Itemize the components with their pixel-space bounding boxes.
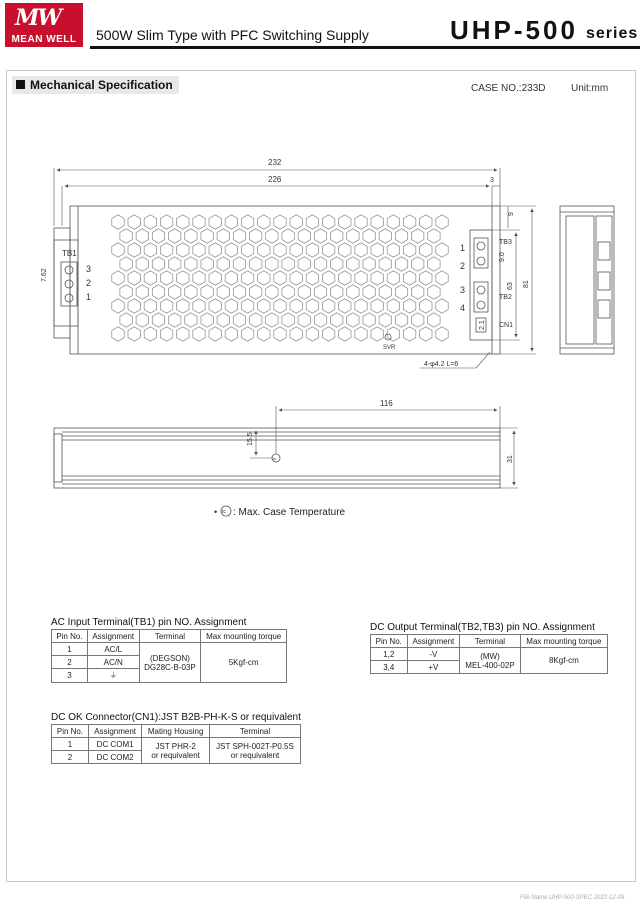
cn1-label: CN1 <box>499 322 514 329</box>
output-terminals <box>474 238 488 332</box>
vent-hole <box>331 285 343 299</box>
vent-hole <box>177 243 189 257</box>
vent-hole <box>233 257 245 271</box>
vent-hole <box>169 257 181 271</box>
vent-hole <box>355 271 367 285</box>
vent-hole <box>412 313 424 327</box>
vent-hole <box>436 327 448 341</box>
vent-hole <box>306 243 318 257</box>
vent-hole <box>322 299 334 313</box>
vent-hole <box>428 229 440 243</box>
dc-output-table <box>370 634 608 674</box>
tc-legend: : Max. Case Temperature <box>233 507 346 518</box>
vent-hole <box>387 271 399 285</box>
screw-callout: 4-φ4.2 L=6 <box>424 361 459 368</box>
vent-hole <box>144 243 156 257</box>
vent-hole <box>193 215 205 229</box>
out-pin-4: 4 <box>460 303 466 313</box>
vent-hole <box>241 299 253 313</box>
vent-hole <box>387 299 399 313</box>
dim-side-width: 31 <box>507 455 514 463</box>
tb2-label: TB2 <box>499 294 512 301</box>
vent-hole <box>225 271 237 285</box>
vent-hole <box>144 299 156 313</box>
top-view <box>54 206 500 354</box>
vent-hole <box>209 243 221 257</box>
vent-hole <box>201 257 213 271</box>
tc-legend-icon-label: tc <box>222 509 226 515</box>
dc-terminal: (MW) MEL-400-02P <box>460 648 521 674</box>
vent-hole <box>112 327 124 341</box>
vent-hole <box>331 229 343 243</box>
vent-hole <box>290 299 302 313</box>
vent-hole <box>363 257 375 271</box>
vent-hole <box>347 313 359 327</box>
vent-hole <box>314 285 326 299</box>
vent-hole <box>371 299 383 313</box>
vent-hole <box>371 271 383 285</box>
vent-hole <box>355 327 367 341</box>
vent-hole <box>355 243 367 257</box>
cn1-header-pin: Pin No. <box>52 725 89 738</box>
logo-text: MEAN WELL <box>5 33 83 47</box>
vent-hole <box>144 271 156 285</box>
ac-terminal: (DEGSON) DG28C-B-03P <box>139 643 201 683</box>
vent-hole <box>241 271 253 285</box>
vent-hole <box>298 313 310 327</box>
vent-hole <box>128 243 140 257</box>
vent-hole <box>379 257 391 271</box>
vent-hole <box>387 243 399 257</box>
vent-hole <box>250 257 262 271</box>
vent-hole <box>412 229 424 243</box>
vent-hole <box>347 229 359 243</box>
dim-tb-pitch: 63 <box>507 282 514 290</box>
vent-hole <box>274 299 286 313</box>
vent-hole <box>322 215 334 229</box>
vent-hole <box>193 327 205 341</box>
cn1-assignment: DC COM2 <box>88 751 141 764</box>
vent-hole <box>363 229 375 243</box>
vent-hole <box>152 257 164 271</box>
vent-hole <box>298 285 310 299</box>
dim-tb1-pitch: 7.62 <box>41 268 48 282</box>
vent-hole <box>201 313 213 327</box>
vent-hole <box>339 299 351 313</box>
vent-hole <box>225 327 237 341</box>
vent-hole <box>217 257 229 271</box>
vent-hole <box>412 285 424 299</box>
vent-hole <box>306 215 318 229</box>
vent-hole <box>177 299 189 313</box>
vent-hole <box>347 285 359 299</box>
vent-hole <box>420 243 432 257</box>
cn1-header-assign: Assignment <box>88 725 141 738</box>
vent-hole <box>436 243 448 257</box>
vent-hole <box>436 271 448 285</box>
vent-hole <box>274 215 286 229</box>
vent-hole <box>314 229 326 243</box>
vent-hole <box>201 285 213 299</box>
vent-hole <box>112 215 124 229</box>
tb1-pin-2: 2 <box>86 278 92 288</box>
dc-header-terminal: Terminal <box>460 635 521 648</box>
cn1-housing: JST PHR-2 or requivalent <box>142 738 210 764</box>
vent-hole <box>160 271 172 285</box>
vent-hole <box>144 215 156 229</box>
vent-hole <box>112 299 124 313</box>
logo-mark: MW <box>15 5 61 31</box>
vent-hole <box>169 229 181 243</box>
out-pin-1: 1 <box>460 243 466 253</box>
vent-hole <box>347 257 359 271</box>
vent-hole <box>403 327 415 341</box>
vent-hole <box>120 285 132 299</box>
vent-hole <box>193 271 205 285</box>
vent-hole <box>258 271 270 285</box>
vent-hole <box>395 257 407 271</box>
cn1-header-terminal: Terminal <box>210 725 301 738</box>
cn1-pin: 1 <box>52 738 89 751</box>
vent-hole <box>112 243 124 257</box>
vent-hole <box>420 327 432 341</box>
vent-hole <box>250 229 262 243</box>
file-footer: File Name:UHP-500-SPEC 2022-12-09 <box>520 895 625 901</box>
vent-hole <box>306 327 318 341</box>
vent-hole <box>120 313 132 327</box>
vent-hole <box>339 243 351 257</box>
tb1-pin-1: 1 <box>86 292 92 302</box>
dc-header-assign: Assignment <box>407 635 460 648</box>
vent-hole <box>322 243 334 257</box>
dc-assignment: -V <box>407 648 460 661</box>
vent-hole <box>209 215 221 229</box>
vent-hole <box>395 229 407 243</box>
vent-hole <box>225 243 237 257</box>
ac-pin: 1 <box>52 643 88 656</box>
vent-hole <box>201 229 213 243</box>
vent-hole <box>420 299 432 313</box>
vent-hole <box>233 229 245 243</box>
ac-table-title: AC Input Terminal(TB1) pin NO. Assignment <box>51 617 247 628</box>
vent-hole <box>428 257 440 271</box>
vent-hole <box>266 229 278 243</box>
vent-hole <box>428 285 440 299</box>
dc-torque: 8Kgf-cm <box>520 648 607 674</box>
vent-hole <box>436 215 448 229</box>
dc-pin: 1,2 <box>371 648 408 661</box>
ac-torque: 5Kgf-cm <box>201 643 287 683</box>
vent-hole <box>298 229 310 243</box>
vent-hole <box>306 271 318 285</box>
dim-inner-length: 226 <box>268 175 282 184</box>
vent-hole <box>403 299 415 313</box>
vent-hole <box>403 215 415 229</box>
vent-hole <box>258 215 270 229</box>
dim-side-length: 116 <box>380 399 393 408</box>
vent-hole <box>371 327 383 341</box>
vent-hole <box>420 215 432 229</box>
vent-hole <box>290 215 302 229</box>
vent-hole <box>306 299 318 313</box>
vent-hole <box>371 243 383 257</box>
vent-hole <box>363 313 375 327</box>
vent-hole <box>128 271 140 285</box>
vent-hole <box>185 313 197 327</box>
cn1-table-title: DC OK Connector(CN1):JST B2B-PH-K-S or requivalent <box>51 712 301 723</box>
vent-hole <box>177 215 189 229</box>
vent-hole <box>266 285 278 299</box>
vent-hole <box>136 313 148 327</box>
svr-label: SVR <box>383 345 396 351</box>
side-view <box>54 428 500 488</box>
ac-header-assign: Assignment <box>87 630 139 643</box>
vent-hole <box>412 257 424 271</box>
vent-hole <box>169 285 181 299</box>
ac-assignment: AC/L <box>87 643 139 656</box>
dc-header-pin: Pin No. <box>371 635 408 648</box>
unit-label: Unit:mm <box>571 83 609 94</box>
vent-hole <box>322 327 334 341</box>
vent-hole <box>282 257 294 271</box>
model-title: UHP-500 <box>450 15 578 45</box>
ac-header-terminal: Terminal <box>139 630 201 643</box>
out-pin-2: 2 <box>460 261 466 271</box>
vent-hole <box>144 327 156 341</box>
vent-hole <box>436 299 448 313</box>
vent-hole <box>120 229 132 243</box>
vent-hole <box>160 299 172 313</box>
cn1-assignment: DC COM1 <box>88 738 141 751</box>
dim-end-offset: 3 <box>490 177 494 184</box>
vent-hole <box>379 313 391 327</box>
cn1-table <box>51 724 301 764</box>
vent-hole <box>152 285 164 299</box>
vent-hole <box>209 327 221 341</box>
vent-hole <box>266 313 278 327</box>
vent-hole <box>387 215 399 229</box>
vent-hole <box>177 327 189 341</box>
vent-hole <box>193 299 205 313</box>
vent-hole <box>403 243 415 257</box>
vent-hole <box>403 271 415 285</box>
vent-hole <box>193 243 205 257</box>
vent-hole <box>136 285 148 299</box>
vent-hole <box>428 313 440 327</box>
ac-header-pin: Pin No. <box>52 630 88 643</box>
vent-hole <box>217 285 229 299</box>
vent-hole <box>233 313 245 327</box>
vent-hole <box>185 285 197 299</box>
vent-hole <box>225 215 237 229</box>
ac-pin: 2 <box>52 656 88 669</box>
vent-hole <box>217 313 229 327</box>
vent-hole <box>290 327 302 341</box>
ac-header-torque: Max mounting torque <box>201 630 287 643</box>
vent-hole <box>331 313 343 327</box>
dim-side-height: 15.5 <box>247 432 254 446</box>
vent-hole <box>233 285 245 299</box>
tc-point-label: tc <box>273 456 277 461</box>
vent-hole <box>395 313 407 327</box>
tb3-label: TB3 <box>499 239 512 246</box>
vent-hole <box>290 271 302 285</box>
cn1-terminal: JST SPH-002T-P0.5S or requivalent <box>210 738 301 764</box>
vent-hole <box>274 271 286 285</box>
vent-hole <box>250 285 262 299</box>
vent-honeycomb <box>112 215 448 341</box>
vent-hole <box>379 229 391 243</box>
vent-hole <box>290 243 302 257</box>
dim-top-offset: 9 <box>508 212 515 216</box>
vent-hole <box>225 299 237 313</box>
vent-hole <box>258 299 270 313</box>
vent-hole <box>282 229 294 243</box>
vent-hole <box>152 229 164 243</box>
vent-hole <box>241 243 253 257</box>
dim-height: 81 <box>523 280 530 288</box>
cn1-pin: 2 <box>52 751 89 764</box>
series-label: series <box>586 25 639 42</box>
vent-hole <box>298 257 310 271</box>
svg-text:•: • <box>214 507 218 517</box>
vent-hole <box>241 327 253 341</box>
vent-hole <box>379 285 391 299</box>
vent-hole <box>250 313 262 327</box>
vent-hole <box>128 299 140 313</box>
vent-hole <box>160 243 172 257</box>
vent-hole <box>128 327 140 341</box>
dim-cn1-pitch: 2.1 <box>479 320 486 330</box>
vent-hole <box>420 271 432 285</box>
vent-hole <box>209 271 221 285</box>
ac-pin: 3 <box>52 669 88 683</box>
vent-hole <box>274 327 286 341</box>
dc-pin: 3,4 <box>371 661 408 674</box>
vent-hole <box>363 285 375 299</box>
vent-hole <box>185 229 197 243</box>
case-number: CASE NO.:233D <box>471 83 546 94</box>
dc-header-torque: Max mounting torque <box>520 635 607 648</box>
out-pin-3: 3 <box>460 285 466 295</box>
vent-hole <box>112 271 124 285</box>
dc-table-title: DC Output Terminal(TB2,TB3) pin NO. Assignment <box>370 622 595 633</box>
ac-input-table <box>51 629 287 683</box>
vent-hole <box>209 299 221 313</box>
vent-hole <box>160 215 172 229</box>
vent-hole <box>355 215 367 229</box>
vent-hole <box>282 313 294 327</box>
dc-assignment: +V <box>407 661 460 674</box>
vent-hole <box>258 243 270 257</box>
vent-hole <box>258 327 270 341</box>
vent-hole <box>339 327 351 341</box>
tb1-label: TB1 <box>62 249 77 258</box>
vent-hole <box>177 271 189 285</box>
vent-hole <box>331 257 343 271</box>
vent-hole <box>339 271 351 285</box>
vent-hole <box>395 285 407 299</box>
product-subtitle: 500W Slim Type with PFC Switching Supply <box>96 27 369 43</box>
vent-hole <box>241 215 253 229</box>
vent-hole <box>169 313 181 327</box>
dim-tb3-pitch: 9.0 <box>499 252 506 262</box>
vent-hole <box>314 313 326 327</box>
vent-hole <box>152 313 164 327</box>
vent-hole <box>355 299 367 313</box>
svr-potentiometer <box>385 334 391 340</box>
vent-hole <box>160 327 172 341</box>
vent-hole <box>136 257 148 271</box>
tb1-terminal <box>61 262 77 306</box>
vent-hole <box>371 215 383 229</box>
vent-hole <box>322 271 334 285</box>
tb1-pin-3: 3 <box>86 264 92 274</box>
vent-hole <box>274 243 286 257</box>
vent-hole <box>120 257 132 271</box>
vent-hole <box>217 229 229 243</box>
ac-assignment: AC/N <box>87 656 139 669</box>
vent-hole <box>314 257 326 271</box>
end-view <box>560 206 614 354</box>
vent-hole <box>339 215 351 229</box>
dim-overall-length: 232 <box>268 158 282 167</box>
vent-hole <box>136 229 148 243</box>
vent-hole <box>128 215 140 229</box>
vent-hole <box>282 285 294 299</box>
ac-assignment: ⏚ <box>87 669 139 683</box>
vent-hole <box>185 257 197 271</box>
cn1-header-housing: Mating Housing <box>142 725 210 738</box>
vent-hole <box>266 257 278 271</box>
section-title: Mechanical Specification <box>12 76 179 94</box>
